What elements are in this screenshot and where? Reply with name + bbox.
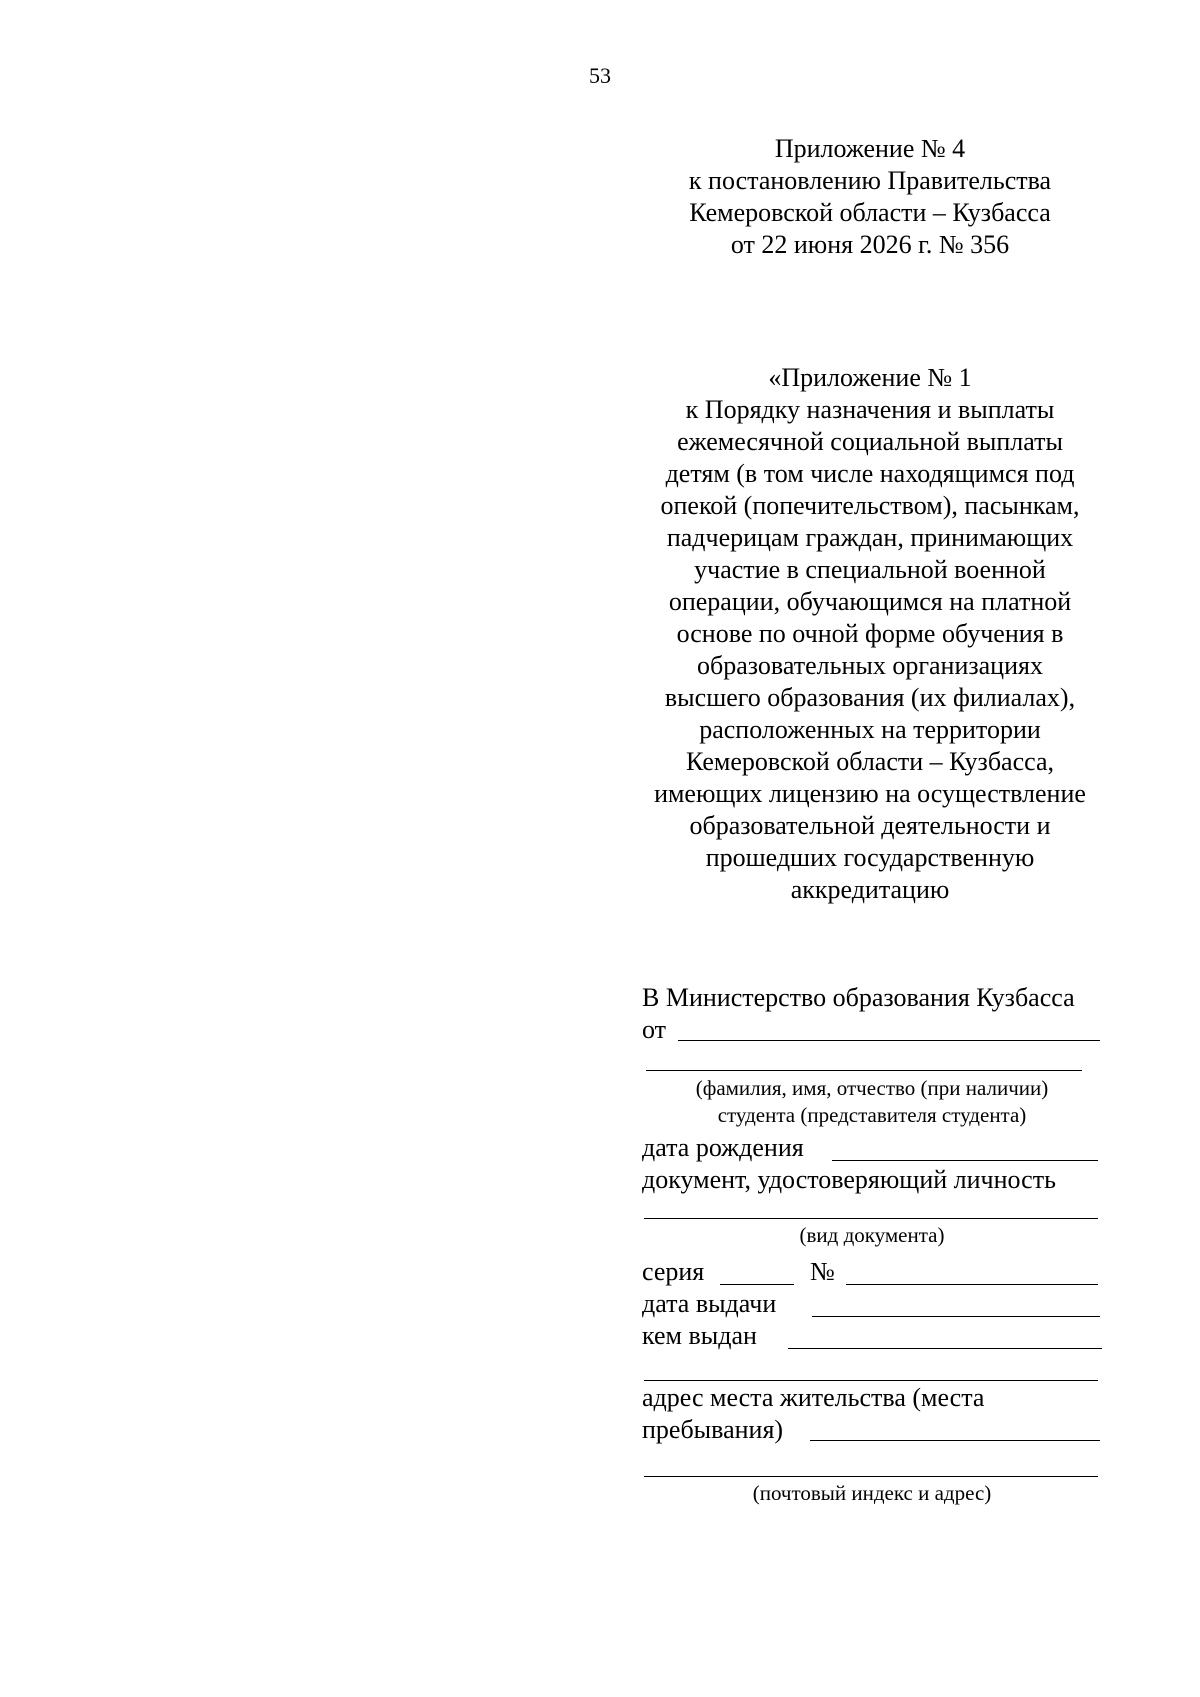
addressee: В Министерство образования Кузбасса xyxy=(642,983,1075,1012)
appendix-4-line: Кемеровской области – Кузбасса xyxy=(689,198,1051,227)
appendix-1-line: «Приложение № 1 xyxy=(768,363,972,392)
appendix-4-line: к постановлению Правительства xyxy=(688,166,1052,195)
appendix-1-line: высшего образования (их филиалах), xyxy=(664,683,1076,712)
address-field[interactable] xyxy=(810,1440,1100,1441)
id-document-label: документ, удостоверяющий личность xyxy=(642,1165,1056,1194)
page-number: 53 xyxy=(589,63,611,88)
series-field[interactable] xyxy=(720,1284,794,1285)
address-label: адрес места жительства (места xyxy=(642,1383,985,1412)
fio-caption: (фамилия, имя, отчество (при наличии) xyxy=(695,1076,1049,1100)
appendix-1-line: основе по очной форме обучения в xyxy=(676,619,1064,648)
document-type-caption: (вид документа) xyxy=(799,1223,945,1247)
appendix-1-line: ежемесячной социальной выплаты xyxy=(677,427,1063,456)
issued-by-field[interactable] xyxy=(788,1348,1102,1349)
birth-date-field[interactable] xyxy=(832,1160,1098,1161)
number-label: № xyxy=(810,1257,835,1286)
issued-by-field-continued[interactable] xyxy=(644,1380,1098,1381)
appendix-1-line: образовательных организациях xyxy=(697,651,1043,680)
appendix-1-header xyxy=(640,362,1100,906)
appendix-4-line: от 22 июня 2026 г. № 356 xyxy=(730,230,1010,259)
issue-date-label: дата выдачи xyxy=(642,1289,777,1318)
appendix-4-header xyxy=(640,133,1100,261)
from-label: от xyxy=(642,1015,667,1044)
number-field[interactable] xyxy=(846,1284,1098,1285)
series-label: серия xyxy=(642,1257,705,1286)
document-type-field[interactable] xyxy=(644,1218,1098,1219)
appendix-1-line: падчерицам граждан, принимающих xyxy=(666,523,1074,552)
appendix-1-line: опекой (попечительством), пасынкам, xyxy=(660,491,1080,520)
appendix-1-line: к Порядку назначения и выплаты xyxy=(685,395,1055,424)
appendix-1-line: образовательной деятельности и xyxy=(689,811,1051,840)
appendix-1-line: детям (в том числе находящимся под xyxy=(665,459,1075,488)
fio-caption: студента (представителя студента) xyxy=(717,1103,1027,1127)
address-caption: (почтовый индекс и адрес) xyxy=(752,1481,992,1505)
appendix-1-line: аккредитацию xyxy=(790,875,950,904)
appendix-4-line: Приложение № 4 xyxy=(774,134,966,163)
appendix-1-line: расположенных на территории xyxy=(699,715,1041,744)
appendix-1-line: участие в специальной военной xyxy=(694,555,1046,584)
address-label: пребывания) xyxy=(642,1415,784,1444)
from-field[interactable] xyxy=(678,1040,1100,1041)
appendix-1-line: Кемеровской области – Кузбасса, xyxy=(685,747,1055,776)
address-field-continued[interactable] xyxy=(644,1476,1098,1477)
appendix-1-line: имеющих лицензию на осуществление xyxy=(654,779,1086,808)
appendix-1-line: операции, обучающимся на платной xyxy=(668,587,1072,616)
appendix-1-line: прошедших государственную xyxy=(705,843,1035,872)
issue-date-field[interactable] xyxy=(812,1316,1100,1317)
issued-by-label: кем выдан xyxy=(642,1321,757,1350)
birth-date-label: дата рождения xyxy=(642,1133,804,1162)
fio-field[interactable] xyxy=(646,1070,1082,1071)
